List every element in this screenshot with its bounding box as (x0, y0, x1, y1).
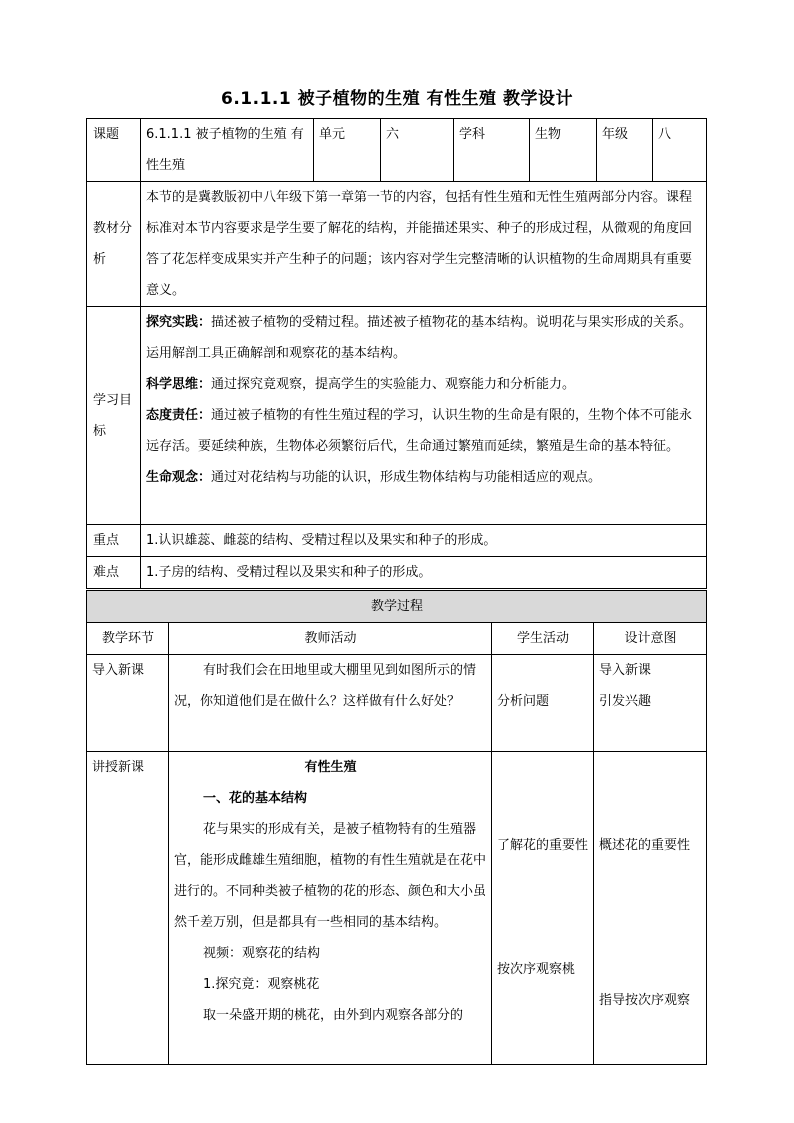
intro-design-line: 引发兴趣 (599, 694, 652, 709)
teaching-process-table (86, 590, 707, 1065)
unit-label: 单元 (314, 119, 381, 182)
document-title: 6.1.1.1 被子植物的生殖 有性生殖 教学设计 (221, 89, 573, 109)
lecture-design-line: 指导按次序观察 (599, 993, 691, 1008)
intro-teacher-activity (169, 655, 492, 752)
lecture-teacher-activity (169, 752, 492, 1065)
lecture-student-line: 了解花的重要性 (497, 838, 589, 853)
goal-text: 描述被子植物的受精过程。描述被子植物花的基本结构。说明花与果实形成的关系。运用解剖工具正确解剖和观察花的基本结构。 (146, 315, 693, 361)
lecture-student-activity (492, 752, 594, 1065)
lecture-subheading: 一、花的基本结构 (203, 791, 308, 806)
header-design: 设计意图 (594, 623, 707, 655)
goal-item (146, 307, 702, 369)
goal-item (146, 462, 702, 493)
goal-item (146, 400, 702, 462)
goal-text: 通过被子植物的有性生殖过程的学习，认识生物的生命是有限的，生物个体不可能永远存活。要延续种族，生物体必须繁衍后代，生命通过繁殖而延续，繁殖是生命的基本特征。 (146, 408, 693, 454)
intro-design-line: 导入新课 (599, 663, 652, 678)
grade-value: 八 (653, 119, 707, 182)
header-stage: 教学环节 (87, 623, 169, 655)
difficulty-text: 1.子房的结构、受精过程以及果实和种子的形成。 (141, 557, 707, 589)
difficulty-label: 难点 (87, 557, 141, 589)
lecture-last-line: 取一朵盛开期的桃花，由外到内观察各部分的 (203, 1008, 464, 1023)
goal-title: 态度责任： (146, 408, 212, 423)
header-teacher: 教师活动 (169, 623, 492, 655)
goal-title: 探究实践： (146, 315, 212, 330)
lecture-stage: 讲授新课 (87, 752, 169, 1065)
learning-goals (141, 307, 707, 525)
goal-text: 通过对花结构与功能的认识，形成生物体结构与功能相适应的观点。 (211, 470, 602, 485)
intro-stage: 导入新课 (87, 655, 169, 752)
topic-label: 课题 (87, 119, 141, 182)
analysis-label: 教材分析 (87, 182, 141, 307)
lecture-student-line: 按次序观察桃 (497, 962, 576, 977)
goal-item (146, 369, 702, 400)
goal-title: 生命观念： (146, 470, 212, 485)
goals-label: 学习目标 (87, 307, 141, 525)
goal-title: 科学思维： (146, 377, 212, 392)
lecture-design-intent (594, 752, 707, 1065)
lecture-heading: 有性生殖 (304, 760, 357, 775)
lecture-video: 视频：观察花的结构 (203, 946, 321, 961)
unit-value: 六 (381, 119, 454, 182)
lecture-paragraph: 花与果实的形成有关，是被子植物特有的生殖器官，能形成雌雄生殖细胞，植物的有性生殖就是在花中进行的。不同种类被子植物的花的形态、颜色和大小虽然千差万别，但是都具有一些相同的基本结构。 (174, 822, 487, 930)
key-point-text: 1.认识雄蕊、雌蕊的结构、受精过程以及果实和种子的形成。 (141, 525, 707, 557)
key-point-label: 重点 (87, 525, 141, 557)
analysis-text: 本节的是冀教版初中八年级下第一章第一节的内容，包括有性生殖和无性生殖两部分内容。课程标准对本节内容要求是学生要了解花的结构，并能描述果实、种子的形成过程，从微观的角度回答了花怎样变成果实并产生种子的问题；该内容对学生完整清晰的认识植物的生命周期具有重要意义。 (141, 182, 707, 307)
goal-text: 通过探究竟观察，提高学生的实验能力、观察能力和分析能力。 (211, 377, 576, 392)
grade-label: 年级 (597, 119, 653, 182)
intro-student-activity: 分析问题 (492, 655, 594, 752)
lecture-design-line: 概述花的重要性 (599, 838, 691, 853)
subject-label: 学科 (454, 119, 530, 182)
lesson-info-table (86, 118, 707, 589)
process-section-title: 教学过程 (87, 591, 707, 623)
topic-value: 6.1.1.1 被子植物的生殖 有性生殖 (141, 119, 314, 182)
subject-value: 生物 (530, 119, 597, 182)
intro-teacher-text: 有时我们会在田地里或大棚里见到如图所示的情况，你知道他们是在做什么？这样做有什么好处？ (174, 663, 477, 709)
intro-design-intent (594, 655, 707, 752)
header-student: 学生活动 (492, 623, 594, 655)
lecture-inquiry: 1.探究竟：观察桃花 (203, 977, 320, 992)
